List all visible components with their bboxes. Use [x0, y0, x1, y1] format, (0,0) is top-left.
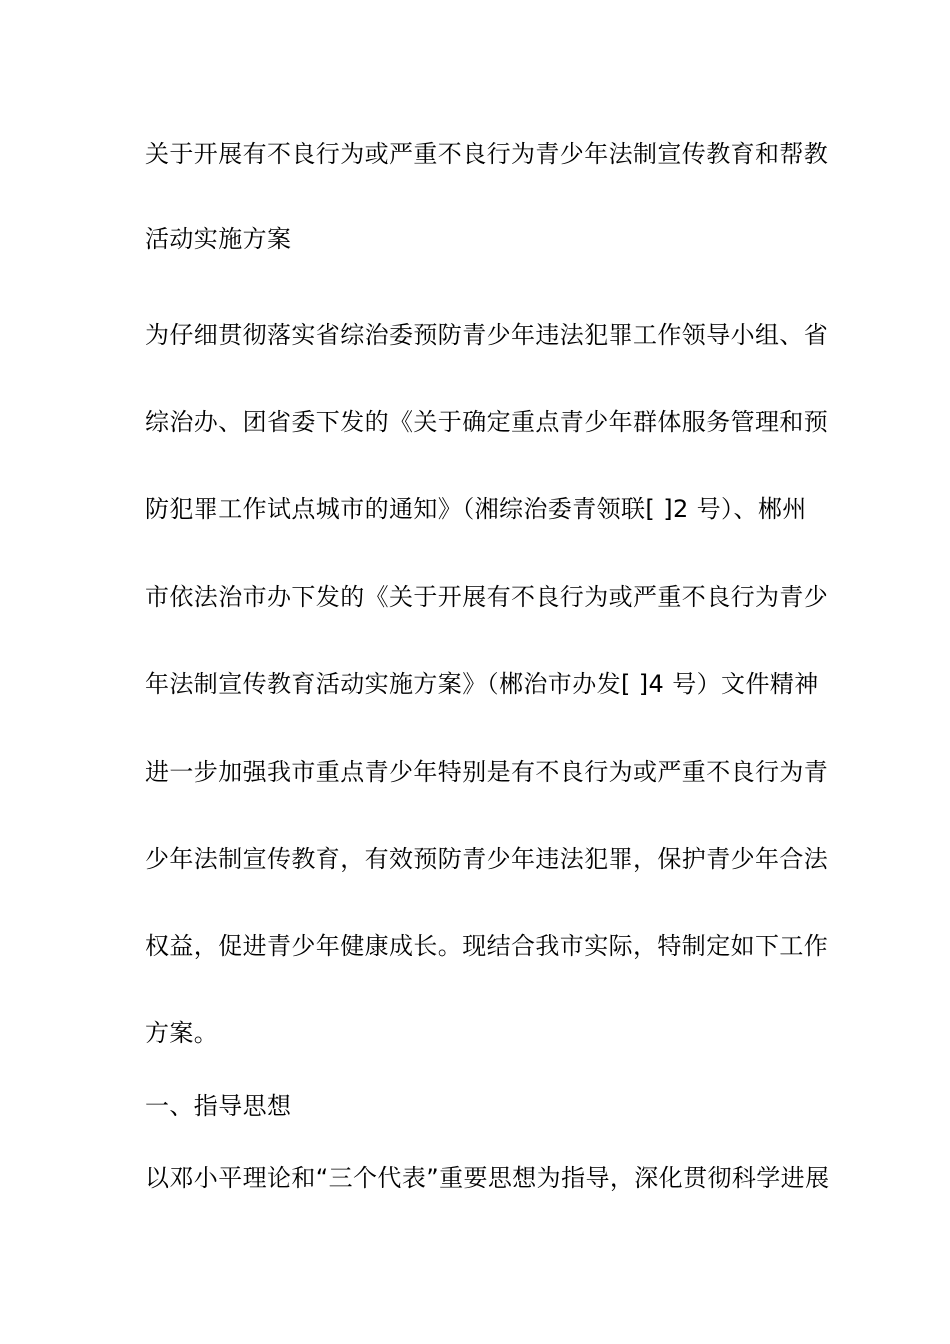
title-line-2: 活动实施方案 — [145, 225, 292, 253]
paragraph-line-5: 年法制宣传教育活动实施方案》（郴治市办发[ ]4 号）文件精神 — [145, 670, 819, 698]
paragraph-line-4: 市依法治市办下发的《关于开展有不良行为或严重不良行为青少 — [145, 583, 829, 611]
paragraph-line-3: 防犯罪工作试点城市的通知》（湘综治委青领联[ ]2 号）、郴州 — [145, 495, 807, 523]
paragraph-line-6: 进一步加强我市重点青少年特别是有不良行为或严重不良行为青 — [145, 758, 829, 786]
paragraph-line-7: 少年法制宣传教育，有效预防青少年违法犯罪，保护青少年合法 — [145, 845, 829, 873]
paragraph-line-1: 为仔细贯彻落实省综治委预防青少年违法犯罪工作领导小组、省 — [145, 321, 829, 349]
paragraph-line-9: 方案。 — [145, 1019, 219, 1047]
section-line-1: 以邓小平理论和“三个代表”重要思想为指导，深化贯彻科学进展 — [145, 1164, 830, 1192]
paragraph-line-2: 综治办、团省委下发的《关于确定重点青少年群体服务管理和预 — [145, 408, 829, 436]
section-heading: 一、指导思想 — [145, 1092, 292, 1120]
title-line-1: 关于开展有不良行为或严重不良行为青少年法制宣传教育和帮教 — [145, 140, 829, 168]
paragraph-line-8: 权益，促进青少年健康成长。现结合我市实际，特制定如下工作 — [145, 932, 829, 960]
